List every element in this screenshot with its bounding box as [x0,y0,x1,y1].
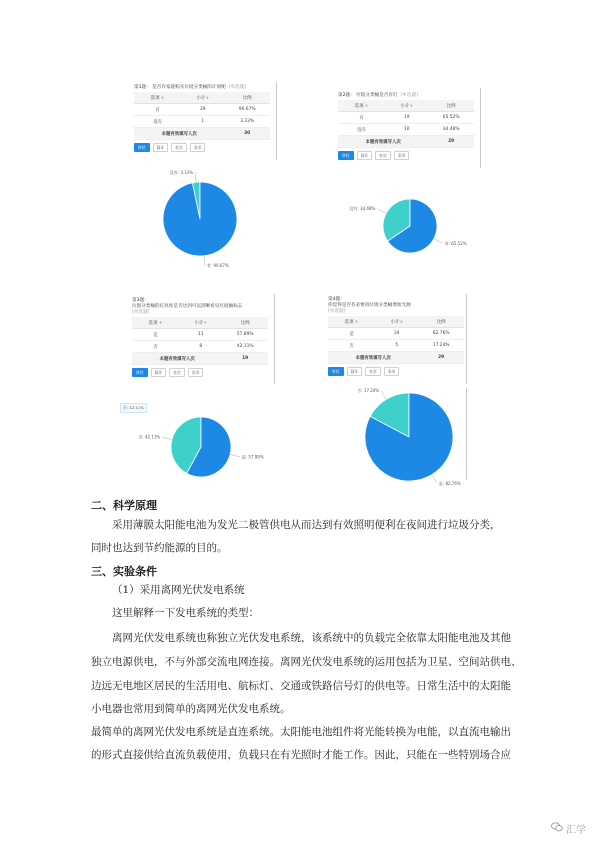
paragraph: 小电器也常用到简单的离网光伏发电系统。 [91,703,291,715]
survey-title: 第3题： [132,298,149,303]
survey-subtitle: 你觉得是否有必要再垃圾分类桶增加光源 [328,303,411,308]
pie-button[interactable]: 饼状 [338,151,354,160]
pie-slice-没有 [192,182,200,219]
section-heading-conditions: 三、实验条件 [91,565,157,578]
column-button[interactable]: 柱状 [169,368,185,377]
table-total-row: 本题有效填写人次 29 [328,352,464,364]
table-row: 没有 1 3.33% [134,116,270,128]
ring-button[interactable]: 圆环 [153,143,169,152]
bar-button[interactable]: 条形 [394,151,410,160]
survey-title: 第1题： 是否有家庭购买垃圾分类桶的计划呢 [单选题] [134,85,247,90]
pie-slice-label: 有: 65.52% [444,240,467,246]
ring-button[interactable]: 圆环 [347,367,363,376]
survey-title: 第4题： [328,297,345,302]
divider [276,82,277,160]
pie-label-line [434,239,443,244]
watermark-text: 汇学 [566,825,586,836]
section-heading-science: 二、科学原理 [91,499,157,512]
table-total-row: 本题有效填写人次 29 [338,136,474,148]
pie-slice-有 [163,182,237,256]
pie-slice-label: 没有: 3.33% [169,169,194,175]
pie-slice-否 [171,417,201,473]
paragraph: 边远无电地区居民的生活用电、航标灯、交通或铁路信号灯的供电等。日常生活中的太阳能 [91,680,511,692]
chart-toolbar [338,151,474,160]
column-button[interactable]: 柱状 [365,367,381,376]
table-row: 是 11 57.89% [132,329,268,341]
chart-toolbar [134,143,270,152]
divider [274,294,275,384]
column-button[interactable]: 柱状 [171,143,187,152]
table-row: 有 29 96.67% [134,104,270,116]
paragraph: 同时也达到节约能源的目的。 [91,542,228,554]
ring-button[interactable]: 圆环 [151,368,167,377]
pie-button[interactable]: 饼状 [328,367,344,376]
pie-slice-label: 否: 42.11% [138,434,161,440]
table-total-row: 本题有效填写人次 19 [132,353,268,365]
survey-tag: [单选题] [328,309,346,314]
survey-table: 选项 ÷ 小计÷ 比例 有 19 65.52% 没有 10 34.48% 本题有效填写人次 29 [338,100,474,148]
pie-label-line [204,256,205,266]
divider [466,294,467,384]
divider [466,388,467,480]
table-row: 有 19 65.52% [338,112,474,124]
survey-q3 [132,297,268,377]
paragraph: 独立电源供电，不与外部交流电网连接。离网光伏发电系统的运用包括为卫星、空间站供电、 [91,656,522,668]
pie-slice-label: 否: 17.24% [357,388,380,394]
bar-button[interactable]: 条形 [384,367,400,376]
chart-legend: 否: 42.11% [120,403,147,413]
list-item: （1）采用离网光伏发电系统 [112,584,245,596]
pie-slice-没有 [383,199,410,241]
table-row: 没有 10 34.48% [338,124,474,136]
pie-slice-否 [370,393,409,437]
pie-slice-label: 是: 82.76% [438,480,461,486]
table-row: 是 24 82.76% [328,328,464,340]
pie-label-line [432,475,437,484]
survey-table: 选项 ÷ 小计÷ 比例 有 29 96.67% 没有 1 3.33% 本题有效填写人次 30 [134,92,270,140]
pie-label-line [162,437,172,439]
pie-label-line [195,172,196,182]
pie-slice-是 [365,393,453,481]
bar-button[interactable]: 条形 [190,143,206,152]
ring-button[interactable]: 圆环 [357,151,373,160]
survey-title: 第2题： 垃圾分类桶是否有灯 [单选题] [338,93,418,98]
paragraph: 最简单的离网光伏发电系统是直连系统。太阳能电池组件将光能转换为电能，以直流电输出 [91,726,511,738]
survey-q1 [134,84,270,152]
wechat-icon [551,822,563,835]
paragraph: 采用薄膜太阳能电池为发光二极管供电从而达到有效照明便利在夜间进行垃圾分类， [112,519,501,531]
divider [480,88,481,168]
survey-table: 选项 ÷ 小计÷ 比例 是 11 57.89% 否 8 42.11% 本题有效填写人次 19 [132,317,268,365]
paragraph: 离网光伏发电系统也称独立光伏发电系统，该系统中的负载完全依靠太阳能电池及其他 [112,632,511,644]
column-button[interactable]: 柱状 [375,151,391,160]
pie-button[interactable]: 饼状 [132,368,148,377]
pie-label-line [377,209,386,214]
pie-button[interactable]: 饼状 [134,143,150,152]
survey-table: 选项 ÷ 小计÷ 比例 是 24 82.76% 否 5 17.24% 本题有效填写人次 29 [328,316,464,364]
pie-slice-有 [388,199,437,253]
watermark [551,821,586,836]
pie-label-line [230,454,240,456]
pie-slice-是 [187,417,231,477]
chart-toolbar [132,368,268,377]
pie-label-line [381,391,386,400]
bar-button[interactable]: 条形 [188,368,204,377]
pie-slice-label: 有: 96.67% [206,263,229,269]
survey-q2 [338,92,474,160]
table-row: 否 8 42.11% [132,341,268,353]
table-row: 否 5 17.24% [328,340,464,352]
paragraph: 这里解释一下发电系统的类型： [112,607,259,619]
pie-slice-label: 是: 57.89% [241,454,264,460]
survey-subtitle: 垃圾分类桶的灯亮度是否达到可以清晰看见垃圾桶标志 [132,304,243,309]
survey-q4 [328,296,464,376]
chart-toolbar [328,367,464,376]
paragraph: 的形式直接供给直流负载使用，负载只在有光照时才能工作。因此，只能在一些特别场合应 [91,749,511,761]
table-total-row: 本题有效填写人次 30 [134,128,270,140]
pie-slice-label: 没有: 34.48% [349,206,376,212]
survey-tag: [单选题] [132,310,150,315]
